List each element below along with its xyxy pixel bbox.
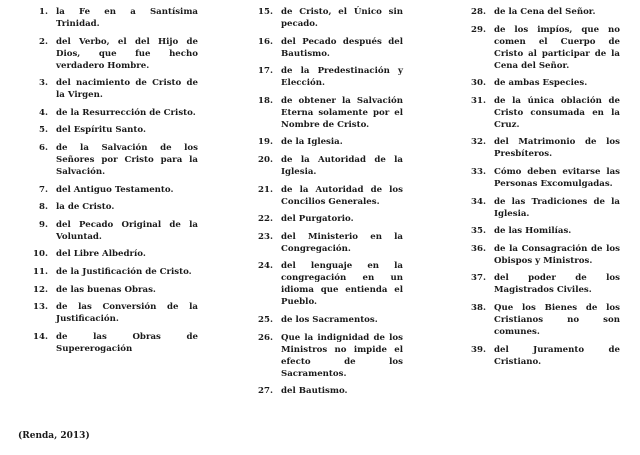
list-item <box>468 272 620 296</box>
item-number: 33. <box>471 166 486 177</box>
item-text: del Antiguo Testamento. <box>56 184 174 195</box>
list-item <box>28 77 198 101</box>
item-text: del poder de los Magistrados Civiles. <box>494 273 620 296</box>
item-text: de la Autoridad de los Concilios Generales. <box>281 184 403 207</box>
item-text: de la Iglesia. <box>281 137 343 148</box>
list-item <box>255 385 403 397</box>
item-number: 23. <box>258 231 273 242</box>
item-text: de la Resurrección de Cristo. <box>56 107 196 118</box>
item-number: 24. <box>258 261 273 272</box>
item-text: de la Autoridad de la Iglesia. <box>281 154 403 177</box>
article-column-3 <box>468 6 620 373</box>
article-column-1 <box>28 6 198 360</box>
item-number: 20. <box>258 154 273 165</box>
item-text: del Bautismo. <box>281 386 348 397</box>
item-number: 11. <box>33 266 48 277</box>
item-text: del lenguaje en la congregación en un idioma que entienda el Pueblo. <box>281 261 403 308</box>
list-item <box>468 243 620 267</box>
item-number: 28. <box>471 7 486 17</box>
article-column-2 <box>255 6 403 403</box>
list-item <box>468 24 620 72</box>
item-number: 31. <box>471 95 486 106</box>
item-text: del Libre Albedrío. <box>56 249 146 260</box>
item-number: 38. <box>471 302 486 313</box>
item-text: de las Conversión de la Justificación. <box>56 302 198 325</box>
list-item <box>28 184 198 196</box>
item-text: Que los Bienes de los Cristianos no son comunes. <box>494 302 620 337</box>
list-item <box>255 314 403 326</box>
list-item <box>468 6 620 18</box>
item-number: 9. <box>39 219 48 230</box>
item-text: la de Cristo. <box>56 202 115 213</box>
item-number: 39. <box>471 344 486 355</box>
item-number: 12. <box>33 284 48 295</box>
item-text: del Matrimonio de los Presbíteros. <box>494 137 620 160</box>
list-item <box>255 184 403 208</box>
list-item <box>28 301 198 325</box>
list-item <box>468 166 620 190</box>
item-text: de los impíos, que no comen el Cuerpo de Cristo al participar de la Cena del Señor. <box>494 24 620 71</box>
item-text: de la Cena del Señor. <box>494 7 596 17</box>
item-text: Cómo deben evitarse las Personas Excomulgadas. <box>494 166 620 189</box>
item-text: de las Obras de Supererogación <box>56 331 198 354</box>
item-number: 6. <box>39 142 48 153</box>
list-item <box>255 65 403 89</box>
item-number: 34. <box>471 196 486 207</box>
item-text: del Purgatorio. <box>281 214 354 225</box>
item-number: 27. <box>258 386 273 397</box>
item-text: de los Sacramentos. <box>281 314 378 325</box>
item-number: 19. <box>258 137 273 148</box>
list-item <box>468 196 620 220</box>
item-number: 35. <box>471 226 486 237</box>
item-number: 5. <box>39 125 48 136</box>
item-text: de las Homilías. <box>494 226 572 237</box>
list-item <box>255 332 403 380</box>
list-item <box>28 124 198 136</box>
item-number: 32. <box>471 137 486 148</box>
item-text: de las buenas Obras. <box>56 284 156 295</box>
item-number: 26. <box>258 332 273 343</box>
item-number: 17. <box>258 66 273 77</box>
item-number: 3. <box>39 78 48 89</box>
item-number: 16. <box>258 36 273 47</box>
item-number: 4. <box>39 107 48 118</box>
list-item <box>28 331 198 355</box>
item-number: 22. <box>258 214 273 225</box>
item-number: 15. <box>258 7 273 17</box>
item-text: de ambas Especies. <box>494 78 588 89</box>
item-text: del nacimiento de Cristo de la Virgen. <box>56 78 198 101</box>
item-text: la Fe en a Santísima Trinidad. <box>56 7 198 29</box>
item-text: del Ministerio en la Congregación. <box>281 231 403 254</box>
item-text: de la Justificación de Cristo. <box>56 266 192 277</box>
item-text: de obtener la Salvación Eterna solamente por el Nombre de Cristo. <box>281 95 403 130</box>
item-number: 7. <box>39 184 48 195</box>
item-text: del Juramento de Cristiano. <box>494 344 620 367</box>
list-item <box>28 266 198 278</box>
item-text: de la Consagración de los Obispos y Ministros. <box>494 243 620 266</box>
item-text: de la única oblación de Cristo consumada en la Cruz. <box>494 95 620 130</box>
item-text: de las Tradiciones de la Iglesia. <box>494 196 620 219</box>
item-number: 10. <box>33 249 48 260</box>
list-item <box>468 225 620 237</box>
citation: (Renda, 2013) <box>18 431 90 441</box>
item-number: 36. <box>471 243 486 254</box>
list-item <box>28 142 198 178</box>
list-item <box>255 231 403 255</box>
item-number: 37. <box>471 273 486 284</box>
list-item <box>255 136 403 148</box>
list-item <box>468 95 620 131</box>
list-item <box>468 136 620 160</box>
item-number: 1. <box>39 7 48 17</box>
item-number: 13. <box>33 302 48 313</box>
item-text: Que la indignidad de los Ministros no impide el efecto de los Sacramentos. <box>281 332 403 379</box>
item-number: 14. <box>33 331 48 342</box>
list-item <box>468 77 620 89</box>
item-text: de Cristo, el Único sin pecado. <box>281 7 403 29</box>
item-text: del Pecado Original de la Voluntad. <box>56 219 198 242</box>
item-number: 25. <box>258 314 273 325</box>
item-number: 2. <box>39 36 48 47</box>
item-text: del Espíritu Santo. <box>56 125 146 136</box>
list-item <box>468 344 620 368</box>
item-text: del Verbo, el del Hijo de Dios, que fue hecho verdadero Hombre. <box>56 36 198 71</box>
list-item <box>255 154 403 178</box>
item-text: del Pecado después del Bautismo. <box>281 36 403 59</box>
item-number: 18. <box>258 95 273 106</box>
list-item <box>28 201 198 213</box>
list-item <box>28 107 198 119</box>
list-item <box>255 213 403 225</box>
item-number: 8. <box>39 202 48 213</box>
list-item <box>255 260 403 308</box>
list-item <box>255 95 403 131</box>
item-text: de la Salvación de los Señores por Cristo para la Salvación. <box>56 142 198 177</box>
item-number: 29. <box>471 24 486 35</box>
list-item <box>28 219 198 243</box>
list-item <box>28 284 198 296</box>
item-text: de la Predestinación y Elección. <box>281 66 403 89</box>
item-number: 21. <box>258 184 273 195</box>
list-item <box>468 302 620 338</box>
list-item <box>28 6 198 30</box>
list-item <box>28 248 198 260</box>
item-number: 30. <box>471 78 486 89</box>
list-item <box>28 36 198 72</box>
list-item <box>255 36 403 60</box>
list-item <box>255 6 403 30</box>
